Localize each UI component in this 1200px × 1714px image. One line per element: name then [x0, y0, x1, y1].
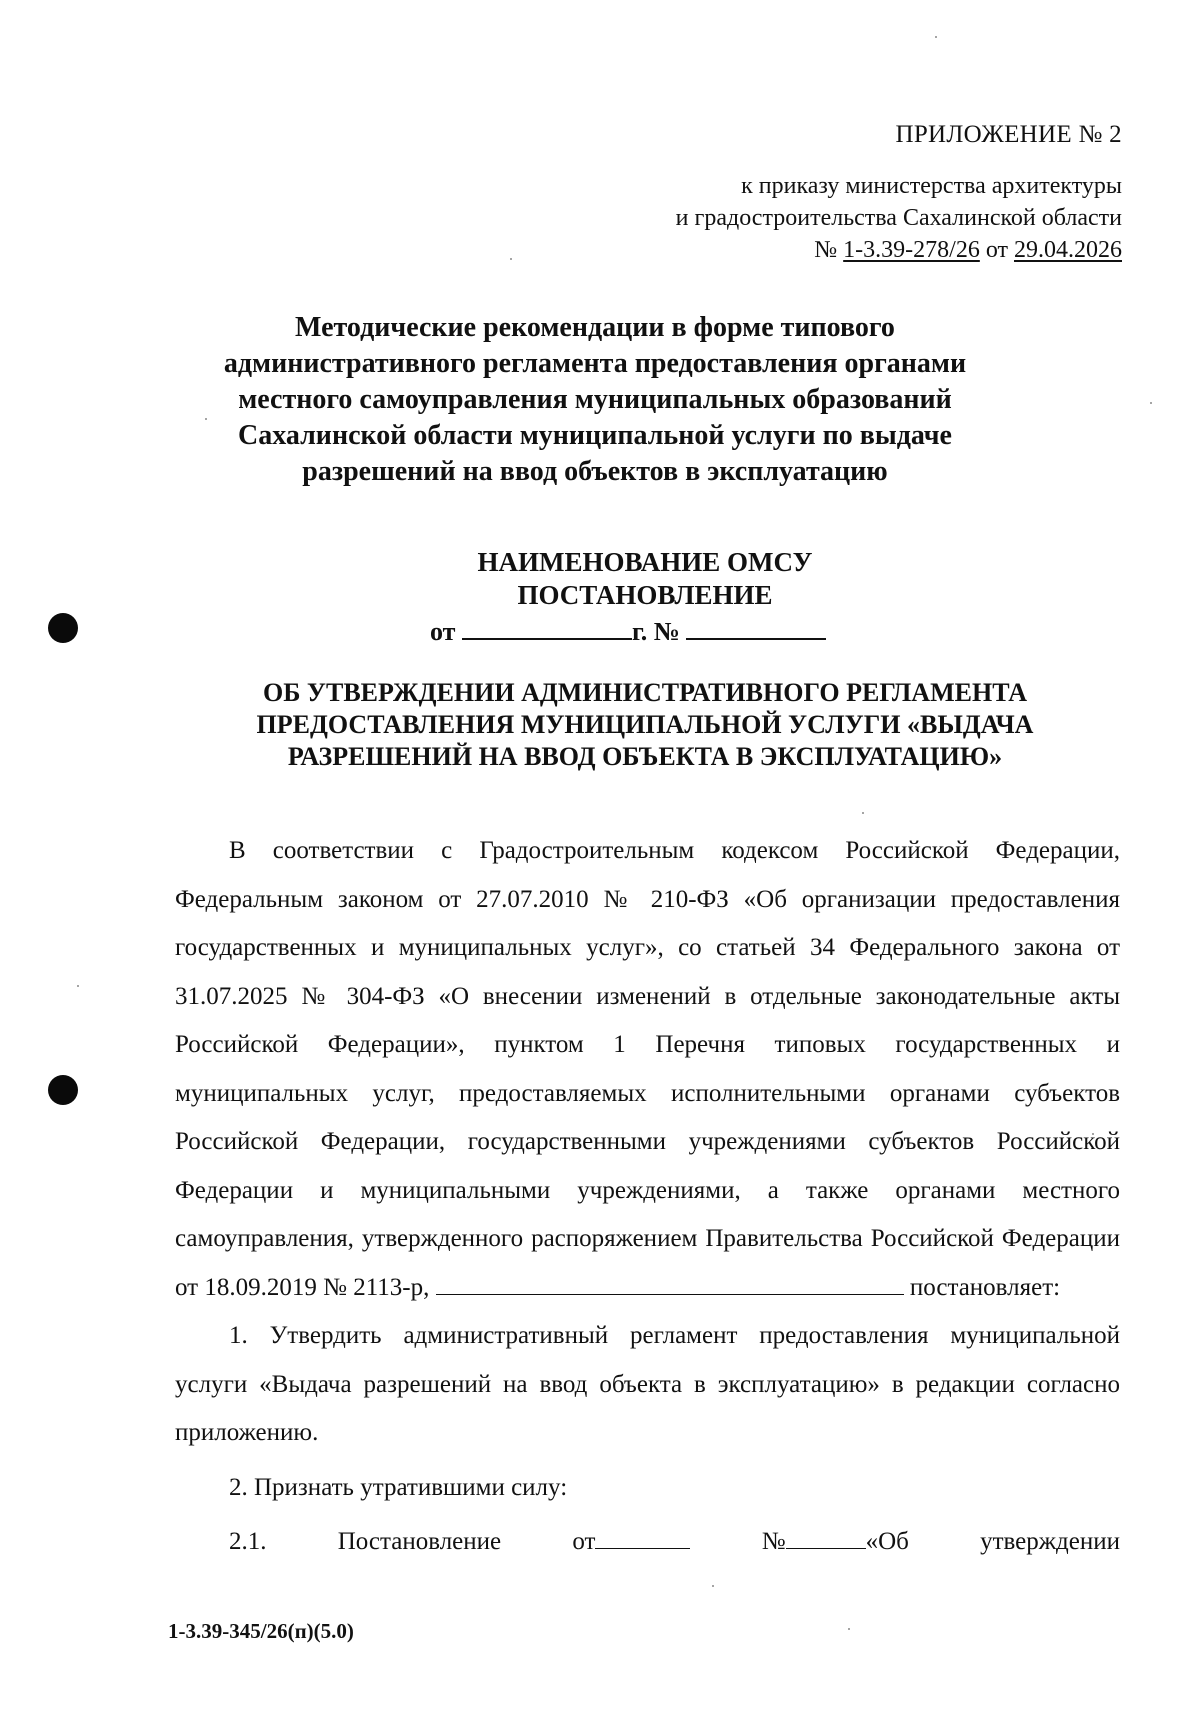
document-code: 1-3.39-345/26(п)(5.0)	[168, 1619, 354, 1643]
item-2-1-date-prefix: от	[572, 1528, 596, 1555]
decree-date-line	[430, 614, 826, 647]
appendix-title: ПРИЛОЖЕНИЕ № 2	[895, 121, 1122, 148]
item-2-1-date	[572, 1518, 690, 1567]
punch-hole	[48, 1075, 78, 1105]
scan-speck	[510, 258, 512, 260]
date-blank	[462, 614, 632, 640]
item-2-1-word: Постановление	[337, 1528, 502, 1555]
scan-speck	[862, 812, 864, 814]
omsu-header	[0, 546, 1200, 612]
scan-speck	[848, 1628, 850, 1630]
appendix-ref-number-line	[676, 234, 1122, 266]
scan-speck	[77, 985, 79, 987]
main-title: Методические рекомендации в форме типового административного регламента предоставления органами местного самоуправления муниципальных образований Сахалинской области муниципальной услуги по выдаче разрешений на ввод объектов в эксплуатацию	[223, 312, 967, 487]
punch-hole	[48, 613, 78, 643]
ref-number-prefix: №	[814, 237, 838, 263]
omsu-name: НАИМЕНОВАНИЕ ОМСУ	[477, 547, 813, 577]
item-2: 2. Признать утратившими силу:	[229, 1473, 568, 1501]
appendix-ref-line: и градостроительства Сахалинской области	[675, 205, 1122, 231]
item-2-1-number: 2.1.	[229, 1528, 267, 1555]
number-blank	[686, 614, 826, 640]
document-type: ПОСТАНОВЛЕНИЕ	[517, 580, 773, 610]
preamble-end: постановляет:	[909, 1273, 1061, 1301]
decree-title: ОБ УТВЕРЖДЕНИИ АДМИНИСТРАТИВНОГО РЕГЛАМЕНТА ПРЕДОСТАВЛЕНИЯ МУНИЦИПАЛЬНОЙ УСЛУГИ «ВЫДАЧА РАЗРЕШЕНИЙ НА ВВОД ОБЪЕКТА В ЭКСПЛУАТАЦИЮ»	[256, 678, 1034, 771]
date-prefix: от	[430, 617, 456, 646]
scan-speck	[712, 1585, 714, 1587]
item-1: 1. Утвердить административный регламент предоставления муниципальной услуги «Выдача разрешений на ввод объекта в эксплуатацию» в редакции согласно приложению.	[175, 1322, 1120, 1446]
scan-speck	[935, 36, 937, 38]
preamble-text: В соответствии с Градостроительным кодексом Российской Федерации, Федеральным законом от 27.07.2010 № 210-ФЗ «Об организации предоставления государственных и муниципальных услуг», со статьей 34 Федерального закона от 31.07.2025 № 304-ФЗ «О внесении изменений в отдельные законодательные акты Российской Федерации», пунктом 1 Перечня типовых государственных и муниципальных услуг, предоставляемых исполнительными органами субъектов Российской Федерации, государственными учреждениями субъектов Российской Федерации и муниципальными учреждениями, а также органами местного самоуправления, утвержденного распоряжением Правительства Российской Федерации от 18.09.2019 № 2113-р,	[175, 837, 1120, 1301]
appendix-ref-line: к приказу министерства архитектуры	[741, 173, 1122, 199]
item-2-1-number-field	[762, 1518, 909, 1567]
item-2-1-word: утверждении	[980, 1528, 1120, 1555]
ref-number: 1-3.39-278/26	[843, 237, 980, 263]
item-2-1	[175, 1518, 1120, 1567]
ref-date-prefix: от	[985, 237, 1008, 263]
ref-date: 29.04.2026	[1014, 237, 1122, 263]
decree-body	[175, 827, 1120, 1567]
omsu-name-blank	[436, 1274, 904, 1295]
scan-speck	[1150, 402, 1152, 404]
preamble-paragraph	[175, 827, 1120, 1312]
item-2-1-date-blank	[595, 1528, 690, 1549]
item-2-1-number-prefix: №	[761, 1528, 786, 1555]
item-2-1-about: «Об	[865, 1528, 909, 1555]
date-suffix: г. №	[631, 617, 680, 646]
item-2-1-number-blank	[786, 1528, 866, 1549]
appendix-reference	[676, 170, 1122, 266]
